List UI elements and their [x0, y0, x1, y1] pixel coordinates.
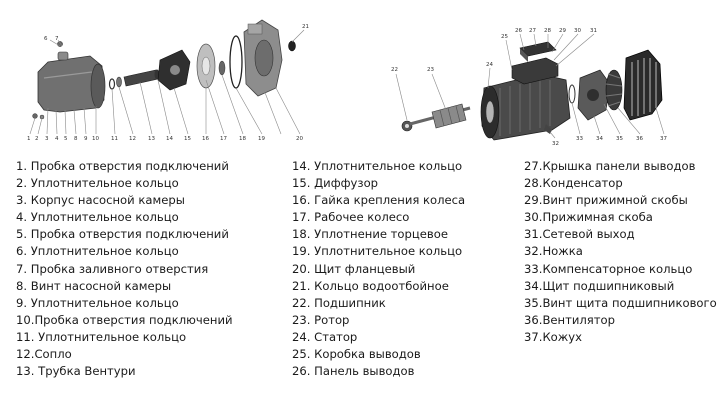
- flange-shield: [244, 20, 282, 96]
- callout-8: 8: [74, 136, 78, 142]
- legend-item: 24. Статор: [292, 329, 358, 344]
- legend-item: 21. Кольцо водоотбойное: [292, 278, 449, 293]
- fan: [606, 70, 622, 110]
- legend-item: 4. Уплотнительное кольцо: [16, 210, 179, 225]
- legend-item: 20. Щит фланцевый: [292, 261, 416, 276]
- callout-26: 26: [515, 28, 522, 34]
- venturi-tube: [124, 70, 160, 87]
- callout-5: 5: [64, 136, 68, 142]
- callout-13: 13: [148, 136, 155, 142]
- legend-item: 37.Кожух: [524, 329, 582, 344]
- legend-column-1: [16, 158, 233, 380]
- callout-22: 22: [391, 67, 398, 73]
- callout-25: 25: [501, 34, 508, 40]
- callout-9: 9: [84, 136, 88, 142]
- legend-item: 25. Коробка выводов: [292, 347, 421, 362]
- callout-19: 19: [258, 136, 265, 142]
- legend-column-3: [524, 158, 717, 346]
- legend-item: 26. Панель выводов: [292, 364, 415, 379]
- callout-24: 24: [486, 62, 493, 68]
- legend-item: 22. Подшипник: [292, 295, 386, 310]
- callout-4: 4: [55, 136, 59, 142]
- callout-29: 29: [559, 28, 566, 34]
- callout-10: 10: [92, 136, 99, 142]
- legend-item: 19. Уплотнительное кольцо: [292, 244, 463, 259]
- legend-item: 17. Рабочее колесо: [292, 210, 410, 225]
- terminal-box: [512, 42, 558, 84]
- callout-21: 21: [302, 24, 309, 30]
- legend-item: 12.Сопло: [16, 347, 72, 362]
- callout-37: 37: [660, 136, 667, 142]
- callout-7: 7: [55, 36, 59, 42]
- rotor: [410, 104, 470, 128]
- pump-housing: [38, 52, 105, 112]
- legend-item: 3. Корпус насосной камеры: [16, 193, 185, 208]
- legend-item: 7. Пробка заливного отверстия: [16, 261, 209, 276]
- legend-item: 2. Уплотнительное кольцо: [16, 176, 179, 191]
- legend-item: 23. Ротор: [292, 312, 350, 327]
- callout-30: 30: [574, 28, 581, 34]
- legend-item: 34.Щит подшипниковый: [524, 278, 675, 293]
- callout-18: 18: [239, 136, 246, 142]
- legend-item: 29.Винт прижимной скобы: [524, 193, 688, 208]
- callout-23: 23: [427, 67, 434, 73]
- legend-item: 5. Пробка отверстия подключений: [16, 227, 229, 242]
- exploded-view-diagram: [0, 0, 720, 150]
- legend-item: 16. Гайка крепления колеса: [292, 193, 466, 208]
- legend-item: 15. Диффузор: [292, 176, 379, 191]
- callout-11: 11: [111, 136, 118, 142]
- legend-item: 28.Конденсатор: [524, 176, 623, 191]
- callout-33: 33: [576, 136, 583, 142]
- callout-36: 36: [636, 136, 643, 142]
- impeller: [197, 44, 215, 88]
- legend-item: 14. Уплотнительное кольцо: [292, 159, 463, 173]
- legend-item: 8. Винт насосной камеры: [16, 278, 172, 293]
- callout-14: 14: [166, 136, 173, 142]
- callout-32: 32: [552, 141, 559, 147]
- callout-2: 2: [35, 136, 39, 142]
- callout-6: 6: [44, 36, 48, 42]
- callout-35: 35: [616, 136, 623, 142]
- callout-34: 34: [596, 136, 603, 142]
- legend-item: 18. Уплотнение торцевое: [292, 227, 448, 242]
- legend-column-2: [292, 158, 465, 380]
- legend-item: 36.Вентилятор: [524, 312, 615, 327]
- legend-item: 9. Уплотнительное кольцо: [16, 295, 179, 310]
- legend-item: 35.Винт щита подшипникового: [524, 295, 717, 310]
- legend-item: 1. Пробка отверстия подключений: [16, 159, 229, 173]
- callout-12: 12: [129, 136, 136, 142]
- legend-item: 27.Крышка панели выводов: [524, 159, 696, 173]
- motor-assembly: [402, 42, 662, 140]
- callout-1: 1: [27, 136, 31, 142]
- callout-17: 17: [220, 136, 227, 142]
- callout-3: 3: [45, 136, 49, 142]
- callout-28: 28: [544, 28, 551, 34]
- callout-31: 31: [590, 28, 597, 34]
- callout-16: 16: [202, 136, 209, 142]
- diffuser: [158, 50, 190, 90]
- pump-assembly: [33, 20, 296, 119]
- legend-item: 13. Трубка Вентури: [16, 364, 136, 379]
- legend-item: 6. Уплотнительное кольцо: [16, 244, 179, 259]
- legend-item: 32.Ножка: [524, 244, 583, 259]
- bearing-shield: [578, 70, 610, 120]
- callout-15: 15: [184, 136, 191, 142]
- legend-item: 33.Компенсаторное кольцо: [524, 261, 693, 276]
- callout-20: 20: [296, 136, 303, 142]
- legend-item: 31.Сетевой выход: [524, 227, 635, 242]
- legend-item: 30.Прижимная скоба: [524, 210, 653, 225]
- legend-item: 10.Пробка отверстия подключений: [16, 312, 233, 327]
- legend-item: 11. Уплотнительное кольцо: [16, 329, 187, 344]
- callout-27: 27: [529, 28, 536, 34]
